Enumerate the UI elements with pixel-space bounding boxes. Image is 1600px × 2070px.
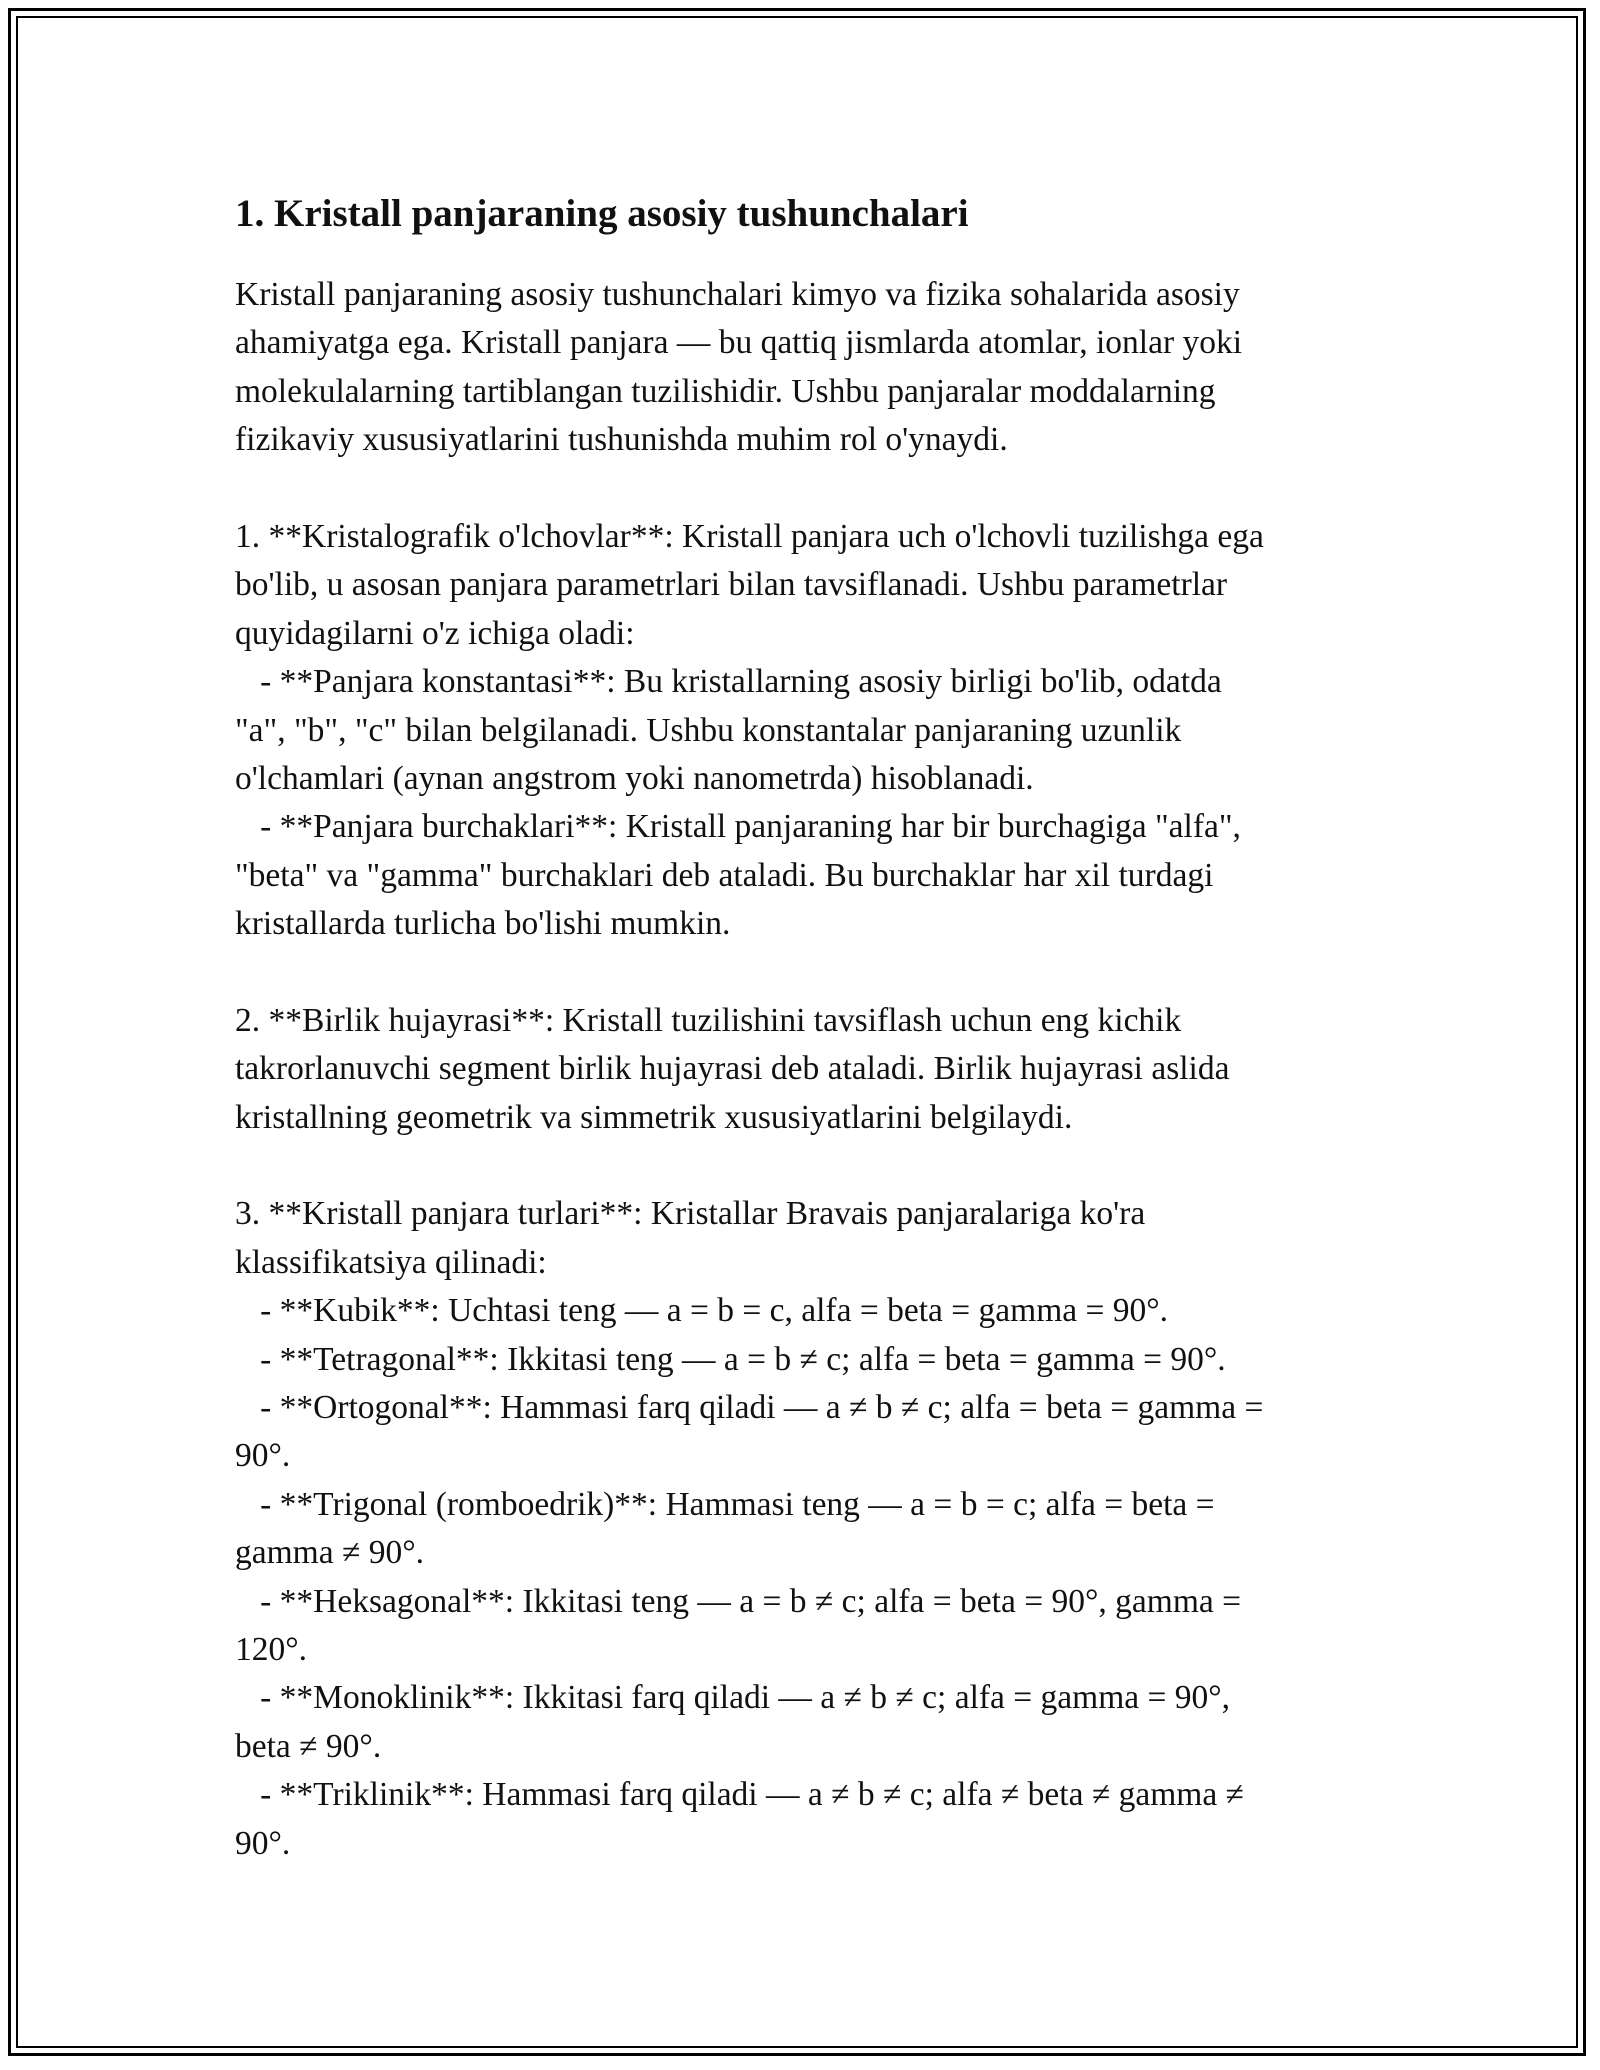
- text-line: molekulalarning tartiblangan tuzilishidir. Ushbu panjaralar moddalarning: [235, 372, 1216, 410]
- text-line: 90°.: [235, 1824, 291, 1862]
- text-line: beta ≠ 90°.: [235, 1727, 382, 1765]
- text-line: fizikaviy xususiyatlarini tushunishda muhim rol o'ynaydi.: [235, 421, 1008, 459]
- text-line: kristallarda turlicha bo'lishi mumkin.: [235, 905, 731, 943]
- text-line: kristallning geometrik va simmetrik xususiyatlarini belgilaydi.: [235, 1098, 1073, 1136]
- text-line: klassifikatsiya qilinadi:: [235, 1243, 547, 1281]
- text-line: takrorlanuvchi segment birlik hujayrasi deb ataladi. Birlik hujayrasi aslida: [235, 1050, 1230, 1088]
- text-line: - **Ortogonal**: Hammasi farq qiladi — a ≠ b ≠ c; alfa = beta = gamma =: [235, 1388, 1264, 1426]
- text-line: 2. **Birlik hujayrasi**: Kristall tuzilishini tavsiflash uchun eng kichik: [235, 1001, 1182, 1039]
- text-line: - **Panjara konstantasi**: Bu kristallarning asosiy birligi bo'lib, odatda: [235, 663, 1222, 701]
- text-line: - **Monoklinik**: Ikkitasi farq qiladi — a ≠ b ≠ c; alfa = gamma = 90°,: [235, 1679, 1231, 1717]
- text-line: gamma ≠ 90°.: [235, 1534, 425, 1572]
- text-line: 1. **Kristalografik o'lchovlar**: Kristall panjara uch o'lchovli tuzilishga ega: [235, 517, 1264, 555]
- document-text: [235, 271, 1375, 1868]
- text-line: 3. **Kristall panjara turlari**: Kristallar Bravais panjaralariga ko'ra: [235, 1195, 1146, 1233]
- text-line: bo'lib, u asosan panjara parametrlari bilan tavsiflanadi. Ushbu parametrlar: [235, 566, 1228, 604]
- text-line: "a", "b", "c" bilan belgilanadi. Ushbu konstantalar panjaraning uzunlik: [235, 711, 1182, 749]
- text-line: - **Panjara burchaklari**: Kristall panjaraning har bir burchagiga "alfa",: [235, 808, 1241, 846]
- text-line: - **Kubik**: Uchtasi teng — a = b = c, alfa = beta = gamma = 90°.: [235, 1292, 1169, 1330]
- blank-line: [235, 465, 1375, 513]
- blank-line: [235, 1142, 1375, 1190]
- text-line: o'lchamlari (aynan angstrom yoki nanometrda) hisoblanadi.: [235, 759, 1034, 797]
- text-line: - **Trigonal (romboedrik)**: Hammasi teng — a = b = c; alfa = beta =: [235, 1485, 1215, 1523]
- text-line: - **Tetragonal**: Ikkitasi teng — a = b ≠ c; alfa = beta = gamma = 90°.: [235, 1340, 1226, 1378]
- document-heading: 1. Kristall panjaraning asosiy tushunchalari: [235, 192, 969, 235]
- text-line: 90°.: [235, 1437, 291, 1475]
- text-line: - **Heksagonal**: Ikkitasi teng — a = b ≠ c; alfa = beta = 90°, gamma =: [235, 1582, 1242, 1620]
- text-line: 120°.: [235, 1630, 308, 1668]
- document-body: [235, 184, 1375, 1868]
- text-line: quyidagilarni o'z ichiga oladi:: [235, 614, 635, 652]
- text-line: - **Triklinik**: Hammasi farq qiladi — a ≠ b ≠ c; alfa ≠ beta ≠ gamma ≠: [235, 1776, 1244, 1814]
- text-line: "beta" va "gamma" burchaklari deb ataladi. Bu burchaklar har xil turdagi: [235, 856, 1214, 894]
- text-line: Kristall panjaraning asosiy tushunchalari kimyo va fizika sohalarida asosiy: [235, 276, 1240, 313]
- text-line: ahamiyatga ega. Kristall panjara — bu qattiq jismlarda atomlar, ionlar yoki: [235, 324, 1243, 362]
- blank-line: [235, 948, 1375, 996]
